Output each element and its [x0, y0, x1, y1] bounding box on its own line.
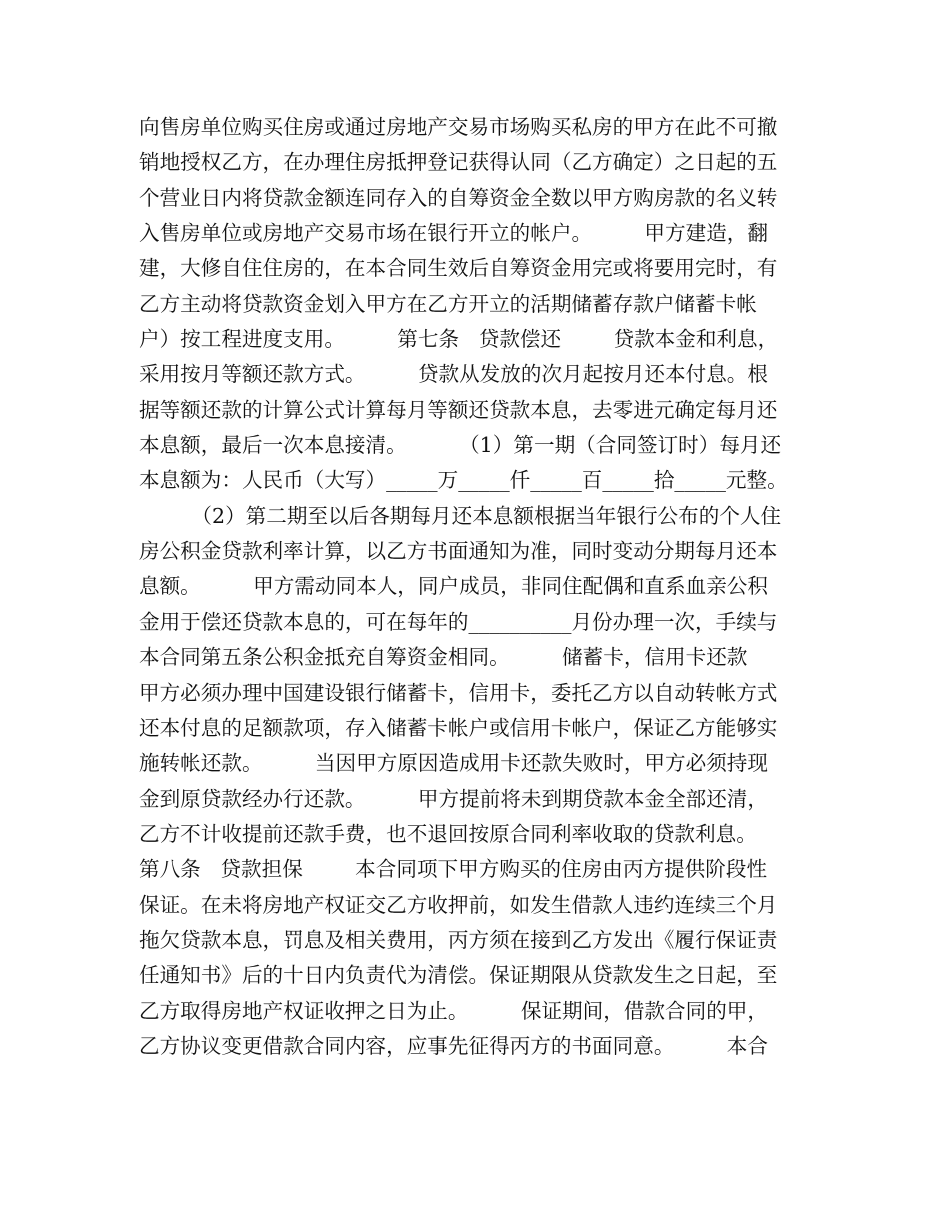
text-line: 金用于偿还贷款本息的，可在每年的__________月份办理一次，手续与 [139, 609, 778, 634]
text-line: 保证。在未将房地产权证交乙方收押前，如发生借款人违约连续三个月 [139, 892, 778, 917]
text-line: 向售房单位购买住房或通过房地产交易市场购买私房的甲方在此不可撤 [139, 115, 778, 139]
text-line: 息额。 甲方需动同本人，同户成员，非同住配偶和直系血亲公积 [139, 574, 768, 599]
text-line: 第八条 贷款担保 本合同项下甲方购买的住房由丙方提供阶段性 [139, 857, 768, 882]
text-line: 本息额，最后一次本息接清。 （1）第一期（合同签订时）每月还 [139, 433, 782, 458]
text-line: 施转帐还款。 当因甲方原因造成用卡还款失败时，甲方必须持现 [139, 751, 768, 776]
text-line: 乙方取得房地产权证收押之日为止。 保证期间，借款合同的甲， [139, 998, 768, 1023]
text-line: 乙方协议变更借款合同内容，应事先征得丙方的书面同意。 本合 [139, 1033, 768, 1058]
text-line: 销地授权乙方，在办理住房抵押登记获得认同（乙方确定）之日起的五 [139, 150, 778, 175]
contract-body-text [139, 110, 829, 1064]
text-line: 甲方必须办理中国建设银行储蓄卡，信用卡，委托乙方以自动转帐方式 [139, 680, 778, 705]
text-line: 个营业日内将贷款金额连同存入的自筹资金全数以甲方购房款的名义转 [139, 185, 778, 210]
text-line: 本合同第五条公积金抵充自筹资金相同。 储蓄卡，信用卡还款 [139, 645, 748, 670]
text-line: 任通知书》后的十日内负责代为清偿。保证期限从贷款发生之日起，至 [139, 963, 778, 988]
text-line: 乙方不计收提前还款手费，也不退回按原合同利率收取的贷款利息。 [139, 821, 757, 846]
text-line: 入售房单位或房地产交易市场在银行开立的帐户。 甲方建造，翻 [139, 221, 768, 246]
text-line: （2）第二期至以后各期每月还本息额根据当年银行公布的个人住 [139, 503, 782, 528]
text-line: 乙方主动将贷款资金划入甲方在乙方开立的活期储蓄存款户储蓄卡帐 [139, 291, 757, 316]
text-line: 户）按工程进度支用。 第七条 贷款偿还 贷款本金和利息， [139, 327, 779, 352]
text-line: 本息额为：人民币（大写）_____万_____仟_____百_____拾_____元整。 [139, 468, 788, 493]
text-line: 金到原贷款经办行还款。 甲方提前将未到期贷款本金全部还清， [139, 786, 768, 811]
text-line: 拖欠贷款本息，罚息及相关费用，丙方须在接到乙方发出《履行保证责 [139, 927, 778, 952]
text-line: 据等额还款的计算公式计算每月等额还贷款本息，去零进元确定每月还 [139, 397, 778, 422]
text-line: 建，大修自住住房的，在本合同生效后自筹资金用完或将要用完时，有 [139, 256, 778, 281]
text-line: 房公积金贷款利率计算，以乙方书面通知为准，同时变动分期每月还本 [139, 539, 778, 564]
text-line: 还本付息的足额款项，存入储蓄卡帐户或信用卡帐户，保证乙方能够实 [139, 715, 778, 740]
text-line: 采用按月等额还款方式。 贷款从发放的次月起按月还本付息。根 [139, 362, 768, 387]
